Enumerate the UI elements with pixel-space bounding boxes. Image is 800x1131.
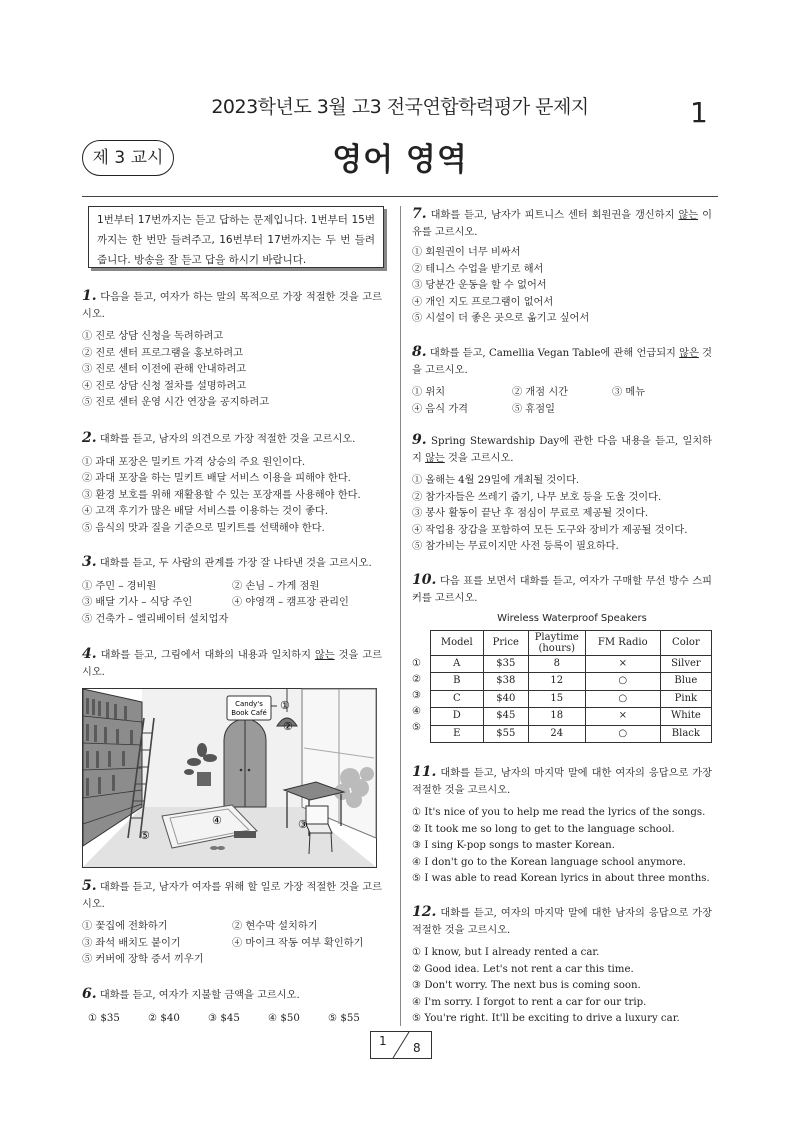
header-cell: Price bbox=[483, 630, 528, 655]
page-number: 1 bbox=[690, 96, 708, 129]
cell: 24 bbox=[528, 725, 585, 743]
option-1[interactable]: ① It's nice of you to help me read the lyrics of the songs. bbox=[412, 807, 706, 818]
sign-text-2: Book Café bbox=[231, 709, 267, 717]
option-5[interactable]: ⑤ $55 bbox=[328, 1012, 360, 1024]
question-text: 대화를 듣고, 남자의 의견으로 가장 적절한 것을 고르시오. bbox=[99, 434, 356, 445]
option-5[interactable]: ⑤ 시설이 더 좋은 곳으로 옮기고 싶어서 bbox=[412, 313, 590, 324]
cell: White bbox=[660, 708, 711, 726]
row-marker[interactable]: ③ bbox=[412, 689, 421, 701]
option-4[interactable]: ④ $50 bbox=[268, 1012, 300, 1024]
header-cell: Playtime (hours) bbox=[528, 630, 585, 655]
option-1[interactable]: ① 과대 포장은 밀키트 가격 상승의 주요 원인이다. bbox=[82, 456, 306, 468]
option-2[interactable]: ② 테니스 수업을 받기로 해서 bbox=[412, 263, 544, 275]
cell: Silver bbox=[660, 655, 711, 673]
option-5[interactable]: ⑤ 진로 센터 운영 시간 연장을 공지하려고 bbox=[82, 397, 270, 408]
option-2[interactable]: ② $40 bbox=[148, 1012, 180, 1024]
option-1[interactable]: ① 회원권이 너무 비싸서 bbox=[412, 247, 521, 258]
cell: E bbox=[430, 725, 483, 743]
row-markers bbox=[412, 630, 430, 744]
cell: × bbox=[585, 708, 660, 726]
question-number: 5. bbox=[82, 878, 97, 894]
question-text: 대화를 듣고, 두 사람의 관계를 가장 잘 나타낸 것을 고르시오. bbox=[99, 558, 372, 569]
cell: $55 bbox=[483, 725, 528, 743]
option-2[interactable]: ② 진로 센터 프로그램을 홍보하려고 bbox=[82, 347, 243, 359]
cell: $35 bbox=[483, 655, 528, 673]
option-4[interactable]: ④ I'm sorry. I forgot to rent a car for our trip. bbox=[412, 996, 647, 1008]
option-1[interactable]: ① $35 bbox=[88, 1012, 120, 1024]
question-3 bbox=[82, 554, 382, 628]
cell: B bbox=[430, 673, 483, 691]
cell: 15 bbox=[528, 690, 585, 708]
question-2 bbox=[82, 430, 382, 537]
table-row bbox=[430, 725, 711, 743]
question-number: 6. bbox=[82, 986, 97, 1002]
cell: $38 bbox=[483, 673, 528, 691]
option-5[interactable]: ⑤ You're right. It'll be exciting to drive a luxury car. bbox=[412, 1013, 680, 1024]
question-text-underlined: 않은 bbox=[679, 348, 699, 359]
cell: ○ bbox=[585, 673, 660, 691]
option-5[interactable]: ⑤ 커버에 장학 증서 끼우기 bbox=[82, 954, 204, 965]
question-number: 4. bbox=[82, 646, 97, 662]
question-text: 대화를 듣고, 남자가 여자를 위해 할 일로 가장 적절한 것을 고르시오. bbox=[82, 882, 382, 910]
row-marker[interactable]: ④ bbox=[412, 705, 421, 717]
option-1[interactable]: ① 꽃집에 전화하기 bbox=[82, 921, 168, 932]
row-marker[interactable]: ① bbox=[412, 657, 421, 669]
cell: 8 bbox=[528, 655, 585, 673]
cell: 18 bbox=[528, 708, 585, 726]
speakers-table bbox=[430, 630, 712, 744]
row-marker[interactable]: ⑤ bbox=[412, 721, 421, 733]
option-4[interactable]: ④ 마이크 작동 여부 확인하기 bbox=[232, 937, 364, 949]
option-3[interactable]: ③ 진로 센터 이전에 관해 안내하려고 bbox=[82, 364, 247, 375]
question-text: 대화를 듣고, 그림에서 대화의 내용과 일치하지 bbox=[100, 650, 315, 661]
question-1 bbox=[82, 288, 382, 412]
marker-4[interactable]: ④ bbox=[212, 814, 222, 827]
page-indicator bbox=[370, 1031, 432, 1059]
option-1[interactable]: ① 올해는 4월 29일에 개최될 것이다. bbox=[412, 475, 580, 486]
option-4[interactable]: ④ 야영객 – 캠프장 관리인 bbox=[232, 597, 349, 608]
table-row bbox=[430, 708, 711, 726]
cell: ○ bbox=[585, 725, 660, 743]
question-text-underlined: 않는 bbox=[314, 650, 335, 661]
option-5[interactable]: ⑤ 음식의 맛과 질을 기준으로 밀키트를 선택해야 한다. bbox=[82, 522, 325, 534]
table-title: Wireless Waterproof Speakers bbox=[497, 613, 647, 624]
table-row bbox=[430, 655, 711, 673]
question-7 bbox=[412, 206, 712, 328]
option-5[interactable]: ⑤ 건축가 – 엘리베이터 설치업자 bbox=[82, 613, 229, 625]
question-text-underlined: 않는 bbox=[425, 452, 445, 464]
marker-3[interactable]: ③ bbox=[298, 818, 308, 831]
option-5[interactable]: ⑤ I was able to read Korean lyrics in about three months. bbox=[412, 873, 710, 884]
question-number: 11. bbox=[412, 764, 437, 780]
marker-5[interactable]: ⑤ bbox=[140, 829, 150, 842]
question-5 bbox=[82, 878, 382, 969]
question-12 bbox=[412, 904, 712, 1028]
table-row bbox=[430, 690, 711, 708]
option-4[interactable]: ④ 진로 상담 신청 절차를 설명하려고 bbox=[82, 380, 247, 392]
cell: ○ bbox=[585, 690, 660, 708]
cell: D bbox=[430, 708, 483, 726]
option-4[interactable]: ④ 작업용 장갑을 포함하여 모든 도구와 장비가 제공될 것이다. bbox=[412, 524, 688, 536]
cell: A bbox=[430, 655, 483, 673]
question-6 bbox=[82, 986, 382, 1027]
header-cell: FM Radio bbox=[585, 630, 660, 655]
question-text: 다음 표를 보면서 대화를 듣고, 여자가 구매할 무선 방수 스피커를 고르시오. bbox=[412, 576, 712, 604]
listening-notice: 1번부터 17번까지는 듣고 답하는 문제입니다. 1번부터 15번까지는 한 번만 들려주고, 16번부터 17번까지는 두 번 들려줍니다. 방송을 잘 듣고 답을 하시기 바랍니다. bbox=[88, 206, 384, 268]
option-5[interactable]: ⑤ 참가비는 무료이지만 사전 등록이 필요하다. bbox=[412, 541, 619, 552]
cell: $45 bbox=[483, 708, 528, 726]
question-text: 다음을 듣고, 여자가 하는 말의 목적으로 가장 적절한 것을 고르시오. bbox=[82, 292, 382, 320]
question-number: 8. bbox=[412, 344, 427, 360]
option-5[interactable]: ⑤ 휴점일 bbox=[512, 403, 555, 415]
cell: Blue bbox=[660, 673, 711, 691]
option-3[interactable]: ③ I sing K-pop songs to master Korean. bbox=[412, 840, 615, 851]
option-2[interactable]: ② 과대 포장을 하는 밀키트 배달 서비스 이용을 피해야 한다. bbox=[82, 473, 351, 484]
table-row bbox=[430, 673, 711, 691]
option-2[interactable]: ② 개점 시간 bbox=[512, 387, 569, 398]
question-9 bbox=[412, 432, 712, 556]
bookcafe-illustration bbox=[82, 688, 377, 868]
column-divider bbox=[400, 206, 401, 1026]
question-number: 3. bbox=[82, 554, 97, 570]
question-text: Spring Stewardship Day에 관한 다음 내용을 듣고, 일치하지 bbox=[412, 436, 713, 464]
question-text-end: 것을 고르시오. bbox=[412, 348, 712, 376]
question-number: 2. bbox=[82, 430, 97, 446]
option-2[interactable]: ② 손님 – 가게 점원 bbox=[232, 580, 320, 592]
table-header-row bbox=[430, 630, 711, 655]
option-3[interactable]: ③ 봉사 활동이 끝난 후 점심이 무료로 제공될 것이다. bbox=[412, 508, 649, 519]
option-3[interactable]: ③ Don't worry. The next bus is coming soon. bbox=[412, 980, 641, 991]
question-text: 대화를 듣고, 남자가 피트니스 센터 회원권을 갱신하지 bbox=[430, 210, 679, 221]
question-10 bbox=[412, 572, 712, 743]
question-number: 12. bbox=[412, 904, 437, 920]
question-text: 대화를 듣고, 여자가 지불할 금액을 고르시오. bbox=[99, 990, 300, 1001]
header-cell: Color bbox=[660, 630, 711, 655]
session-badge: 제 3 교시 bbox=[82, 140, 174, 176]
question-number: 7. bbox=[412, 206, 427, 222]
option-3[interactable]: ③ 당분간 운동을 할 수 없어서 bbox=[412, 280, 547, 291]
sign-text-1: Candy's bbox=[235, 700, 263, 708]
subject-title: 영어 영역 bbox=[332, 142, 468, 178]
question-text: 대화를 듣고, Camellia Vegan Table에 관해 언급되지 bbox=[429, 348, 680, 359]
total-pages: 8 bbox=[413, 1041, 421, 1055]
option-4[interactable]: ④ 음식 가격 bbox=[412, 403, 469, 415]
option-2[interactable]: ② It took me so long to get to the language school. bbox=[412, 823, 675, 835]
cell: Pink bbox=[660, 690, 711, 708]
option-1[interactable]: ① 진로 상담 신청을 독려하려고 bbox=[82, 331, 224, 342]
marker-1[interactable]: ① bbox=[280, 699, 290, 712]
question-number: 9. bbox=[412, 432, 427, 448]
header-rule bbox=[82, 196, 718, 197]
marker-2[interactable]: ② bbox=[283, 720, 293, 733]
question-number: 10. bbox=[412, 572, 437, 588]
cell: C bbox=[430, 690, 483, 708]
question-11 bbox=[412, 764, 712, 888]
option-1[interactable]: ① I know, but I already rented a car. bbox=[412, 947, 600, 958]
current-page: 1 bbox=[379, 1034, 387, 1048]
question-text: 대화를 듣고, 남자의 마지막 말에 대한 여자의 응답으로 가장 적절한 것을 고르시오. bbox=[412, 768, 712, 796]
option-4[interactable]: ④ 개인 지도 프로그램이 없어서 bbox=[412, 296, 554, 308]
option-3[interactable]: ③ 메뉴 bbox=[612, 387, 646, 398]
option-1[interactable]: ① 주민 – 경비원 bbox=[82, 580, 157, 592]
option-4[interactable]: ④ I don't go to the Korean language school anymore. bbox=[412, 856, 686, 868]
exam-title: 2023학년도 3월 고3 전국연합학력평가 문제지 bbox=[211, 96, 589, 118]
option-3[interactable]: ③ 배달 기사 – 식당 주인 bbox=[82, 597, 193, 608]
question-4 bbox=[82, 646, 382, 681]
option-3[interactable]: ③ 좌석 배치도 붙이기 bbox=[82, 937, 181, 949]
question-8 bbox=[412, 344, 712, 418]
option-2[interactable]: ② 현수막 설치하기 bbox=[232, 921, 318, 932]
question-number: 1. bbox=[82, 288, 97, 304]
cell: Black bbox=[660, 725, 711, 743]
question-text-end: 것을 고르시오. bbox=[444, 452, 514, 464]
cell: $40 bbox=[483, 690, 528, 708]
question-text-end: 이유를 고르시오. bbox=[412, 210, 712, 238]
row-marker[interactable]: ② bbox=[412, 673, 421, 685]
option-3[interactable]: ③ $45 bbox=[208, 1012, 240, 1024]
cell: 12 bbox=[528, 673, 585, 691]
question-text-underlined: 않는 bbox=[678, 210, 699, 221]
cell: × bbox=[585, 655, 660, 673]
header-cell: Model bbox=[430, 630, 483, 655]
question-text-end: 것을 고르시오. bbox=[82, 650, 382, 678]
option-2[interactable]: ② Good idea. Let's not rent a car this time. bbox=[412, 963, 634, 975]
option-4[interactable]: ④ 고객 후기가 많은 배달 서비스를 이용하는 것이 좋다. bbox=[82, 506, 328, 517]
option-2[interactable]: ② 참가자들은 쓰레기 줍기, 나무 보호 등을 도울 것이다. bbox=[412, 491, 662, 503]
option-3[interactable]: ③ 환경 보호를 위해 재활용할 수 있는 포장재를 사용해야 한다. bbox=[82, 489, 361, 501]
option-1[interactable]: ① 위치 bbox=[412, 387, 446, 398]
question-text: 대화를 듣고, 여자의 마지막 말에 대한 남자의 응답으로 가장 적절한 것을 고르시오. bbox=[412, 908, 712, 936]
